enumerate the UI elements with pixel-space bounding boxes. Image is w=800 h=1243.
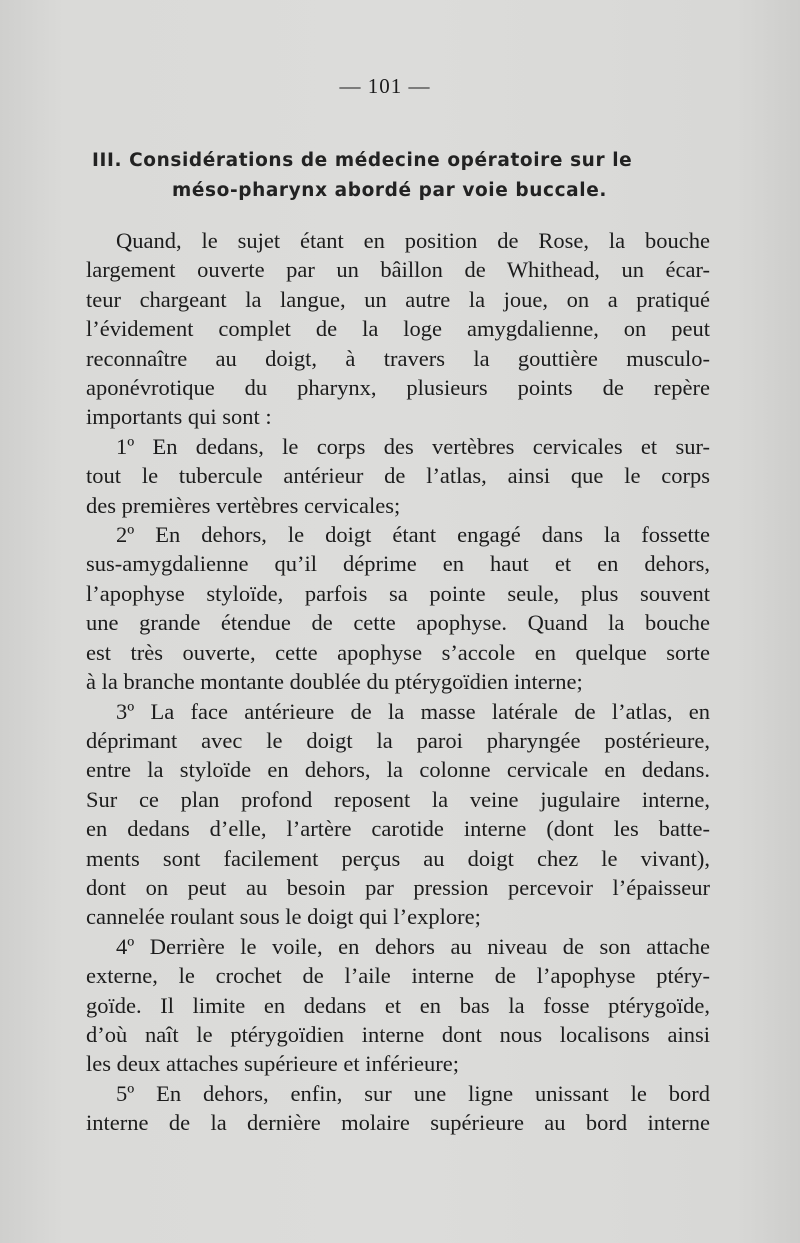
text-line-content: En dehors, le doigt étant engagé dans la fossette (155, 522, 711, 548)
paragraph-intro (86, 226, 710, 432)
text-line: dont on peut au besoin par pression percevoir l’épaisseur (86, 874, 710, 900)
text-line: des premières vertèbres cervicales; (86, 492, 401, 518)
text-line (86, 932, 710, 961)
text-line (86, 1079, 710, 1108)
text-line: l’évidement complet de la loge amygdalienne, on peut (86, 316, 710, 342)
text-line: l’apophyse styloïde, parfois sa pointe seule, plus souvent (86, 580, 710, 606)
paragraph-point-1 (86, 432, 710, 520)
section-heading-line-2: méso-pharynx abordé par voie buccale. (172, 180, 607, 201)
text-line (86, 432, 710, 461)
text-line: en dedans d’elle, l’artère carotide interne (dont les batte- (86, 816, 710, 842)
list-marker: 5º (116, 1080, 135, 1106)
text-line: Quand, le sujet étant en position de Rose, la bouche (116, 228, 710, 253)
list-marker: 2º (116, 522, 135, 548)
text-line: les deux attaches supérieure et inférieure; (86, 1051, 459, 1077)
text-line-content: En dedans, le corps des vertèbres cervicales et sur- (152, 433, 710, 459)
text-line: externe, le crochet de l’aile interne de l’apophyse ptéry- (86, 963, 710, 989)
list-marker: 1º (116, 433, 135, 459)
text-line-content: En dehors, enfin, sur une ligne unissant le bord (156, 1080, 711, 1106)
text-line: entre la styloïde en dehors, la colonne cervicale en dedans. (86, 757, 710, 783)
page-number: — 101 — (339, 74, 431, 98)
body-text (86, 226, 710, 1138)
text-line: goïde. Il limite en dedans et en bas la fosse ptérygoïde, (86, 992, 710, 1018)
text-line: sus-amygdalienne qu’il déprime en haut et en dehors, (86, 551, 710, 577)
text-line: tout le tubercule antérieur de l’atlas, ainsi que le corps (86, 463, 710, 489)
text-line: importants qui sont : (86, 404, 272, 430)
text-line: cannelée roulant sous le doigt qui l’explore; (86, 904, 481, 930)
section-heading-line-1: III. Considérations de médecine opératoire sur le (92, 150, 633, 171)
list-marker: 4º (116, 933, 135, 959)
text-line: d’où naît le ptérygoïdien interne dont nous localisons ainsi (86, 1021, 710, 1047)
text-line (86, 697, 710, 726)
paragraph-point-3 (86, 697, 710, 932)
text-line: interne de la dernière molaire supérieure au bord interne (86, 1110, 710, 1136)
text-line: à la branche montante doublée du ptérygoïdien interne; (86, 669, 583, 695)
text-line: est très ouverte, cette apophyse s’accole en quelque sorte (86, 639, 710, 665)
paragraph-point-4 (86, 932, 710, 1079)
section-heading (92, 146, 712, 206)
text-line: ments sont facilement perçus au doigt chez le vivant), (86, 845, 710, 871)
paragraph-point-2 (86, 520, 710, 696)
text-line-content: Derrière le voile, en dehors au niveau de son attache (149, 933, 711, 959)
paragraph-point-5 (86, 1079, 710, 1138)
text-line: Sur ce plan profond reposent la veine jugulaire interne, (86, 786, 710, 812)
text-line (86, 520, 710, 549)
text-line: largement ouverte par un bâillon de Whithead, un écar- (86, 257, 710, 283)
text-line-content: La face antérieure de la masse latérale de l’atlas, en (150, 698, 710, 724)
list-marker: 3º (116, 698, 135, 724)
text-line: une grande étendue de cette apophyse. Quand la bouche (86, 610, 710, 636)
text-line: teur chargeant la langue, un autre la joue, on a pratiqué (86, 286, 710, 312)
text-line: aponévrotique du pharynx, plusieurs points de repère (86, 375, 710, 401)
text-line: reconnaître au doigt, à travers la gouttière musculo- (86, 345, 710, 371)
text-line: déprimant avec le doigt la paroi pharyngée postérieure, (86, 727, 710, 753)
